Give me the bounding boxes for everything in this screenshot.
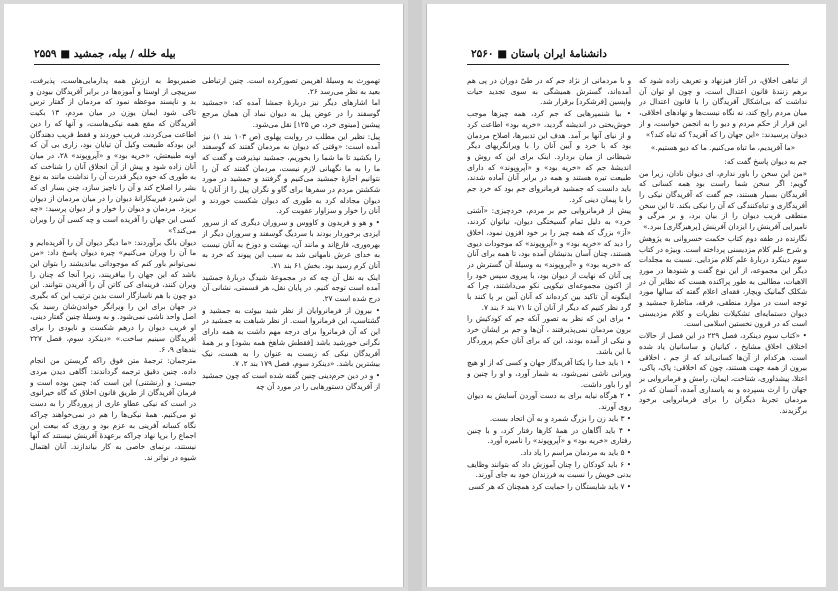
paragraph: اینک به نقل آن چه که در مجموعهٔ شیدگ دربارهٔ جمشید آمده است توجه کنیم. در پایان نقل، هر قسمتی، نشانی آن درج شده است ۲۷. xyxy=(202,272,380,304)
paragraph: اما اشارهای دیگر نیز دربارهٔ جمشا آمده که: «جمشید گوسفند را در عوض پیل به دیوان نماد آن همان مرجع پیشین [مینوی خرد، ص ۱۲۵] نقل می‌شود. xyxy=(202,98,380,129)
left-page-header: بیله خلله / بیله، جمشید ■ ۲۵۵۹ xyxy=(34,48,176,60)
paragraph: مترجمان: ترجمهٔ متن فوق راکه گریستن من انجام داده. چنین دقیق ترجمه گرداندند: آگاهی دیدن مردی جیسی: و (رنشتنی) این است که: چنین بوده است و فرمان آفریدگان از طریق قانون اخلاق که گاه خیرانوی در است که نیکی عطاو عاری از پروردگار را به دست تو می‌کنیم. همهٔ نیکی‌ها را هم در نمی‌خواهند چراکه نگاه کسانه آفرینی به عزم بود و روزی که بیعت این اجماع را برپا نهاد چراکه برعهدهٔ آفرینش نیستند که آنها نیستند، برنمای خاصی به کار بیاندازند. آنان اهتمال شیوه در نواتر ند. xyxy=(30,356,196,462)
book-gutter xyxy=(408,0,422,591)
list-item: • ۲ هرگاه نیایه برای به دست آوردن آسایش به دیوان روی آورند. xyxy=(467,391,631,412)
list-item: • ۶ باید کودکان را چنان آموزش داد که بتوانند وظایف بدنی خویش را نسبت به فرزندان خود به جای آورند. xyxy=(467,459,631,480)
left-page-column-2 xyxy=(30,76,196,546)
right-page-column-2 xyxy=(467,76,631,560)
list-item: • ۵ باید به مردمان مراسم را یاد داد. xyxy=(520,447,631,457)
header-rule xyxy=(467,64,789,65)
paragraph: • «کتاب سوم دینکرد، فصل ۲۲۹ در این فصل از حالات اختلاف اخلاق مشایخ ، کیانیان و ساسانیان یاد شده است. هرکدام از آن‌ها کسانی‌اند که از جم ، اخلاقی بیرون از همه جهت هستند، چون که اخلاقی: پاک، پاکی، اعتلا، پیشداوری، شناخت، ایمان، رامش و فرمانروایی بر جهان را ارث بسپرده و به پاسداری آمده، آنسان که در مردمان تجربهٔ دیگران را برای فرمانروایی برخود برگزیدند. xyxy=(639,331,807,416)
list-item: • ۴ باید آگاهان در همهٔ کارها رفتار کرد، و با چنین رفتاری «خریه بود» و «آپروپوند» را نامیره آورد. xyxy=(467,425,631,446)
paragraph: • بیرون از فرمانروایان از نظر شید بیوئت به جمشید و گشتاسپ، این فرمانروا است. از نظر شباهت به جمشید در این که آن فرمانروا برای درجه مهم داشت به همه دارای نگرانی خورشید باشد [فقطش شاهخ همه بشود] و بر همهٔ آفریدگان نیکی که زیست به عنوان را به هست، نیک بیشترین باشد. «دینکرد سوم، فصل ۱۷۹ بند ۲، ۷. xyxy=(202,305,380,369)
header-rule xyxy=(34,64,380,65)
right-page-column-1 xyxy=(639,76,807,560)
left-page xyxy=(4,4,404,587)
paragraph: «من این سخن را باور ندارم، ای دیوان نادان، زیرا من گویم: اگر سخن شما راست بود همه کسانی که آفریدگان بسیار هستند، جم گفت که آفریدگان نیکی را آفریدگاری و تباه‌کنندگی که آن را نیکی بکند. تا این سخن منطقی فریب دیوان را از بیان برد، و بر مرگی و نامیرایی آفرینش را ایزدان آفرینش [پرهیزگاری] ببرد.» xyxy=(639,168,807,232)
quote-line: «ما آفریدیم، ما تباه می‌کنیم. ما که دیو هستیم.» xyxy=(650,143,796,153)
paragraph: پیل: نظیر این مطلب در روایت پهلوی (ص ۱۰۳ بند ۱) نیز آمده است: «وقتی که دیوان به مردمان گفتند که گوسفند را بکشید تا ما شما را بخوریم، جمشید نپذیرفت و گفت که ما را به ما نگهبانی لازم نیست، مردمان گفتند که آن را نتوانیم اجازهٔ جمشید می‌کنیم و گرفتند و جمشید در مورد شکشتن مردم در سفرها برای گاو و نگران پیل را از آنان با دیوان مجادله کرد به طوری که دیوان شکست خوردند و آنان را خوار و سزاوار عقوبت کرد. xyxy=(202,131,380,216)
right-page-header: ۲۵۶۰ ■ دانشنامهٔ ایران باستان xyxy=(471,48,607,60)
paragraph: و با مردمانی از نژاد جم که در طیّ دوران در پی هم آمده‌اند، گسترش همیشگی به سوی تجدید حیات واپسین [فرشکرد] برقرار شد. xyxy=(467,76,631,107)
list-item: • ۱ باید خدا را یکتا آفریدگار جهان و کسی که از او هیچ ویرانی ناشی نمی‌شود، به شمار آورد، و او را چنین و او را باور داشت. xyxy=(467,358,631,389)
paragraph: • و در دین حرم‌دینی چنین گفته شده است که چون جمشید از آفریدگان دستورهایی را در مورد آن چه xyxy=(202,370,380,391)
paragraph: • بیا شنمپرهایی که جم کرد، همه چیزها موجب خوش‌بختی در اندیشه گردید، «خریه بود» اطاعت کرد و از نیای آنها بر آمد. هدف این تدبیرها، اصلاح مردمان بود که با خرد و آیین آنان را با ویرانگریهای دیگر شیطانی از میان بردارد. اینک برای این که روش و اندیشهٔ جم که «خریه بود» و «آپروپوند» که دارای طبیعت تیره هستند و همه در برابر آنان آماده شدند، باید دانست که جمشید فرمانروای جم بود که خرد جم را با پیمان دینی کرد. xyxy=(467,109,631,204)
left-page-column-1 xyxy=(202,76,380,546)
paragraph: دیوان بانگ برآوردند: «ما دیگر دیوان آن را آفریده‌ایم و ما آن را ویران می‌کنیم» چیره دیوان پاسخ داد: «من نمی‌توانم باور کنم که موجوداتی بیاندیشند را بتوان این باشد که این جهان را بیافرینند، زیرا آنجا که چنان را ویران کنند، فرینه‌ای کی کاتن آن را آفریدن نتوانند. این دو چون با هم ناسازگار است بدین ترتیب این که بگیری در جهان برای این را ویرانگر خواندن‌شان رسید یک اصل واحد ناشی نمی‌شود. و به وسیلهٔ چنین گفتار دینی، او فریب دیوان را درهم شکست و نابودی را برای آفریدگان سینیم ساخت.» «دینکرد سوم، فصل ۲۲۷ بندهای ۹، ۶. xyxy=(30,237,196,354)
paragraph: تهمورث به وسیلهٔ اهریمن تصورکرده است. چنین ارتباطی بعید به نظر می‌رسد ۲۶. xyxy=(202,76,380,96)
right-page xyxy=(426,4,826,587)
paragraph: نگارنده در طفه دوم کتاب حکمت خسروانی به پژوهش و شرح علم کلام مزدیسنی پرداخته است. وبیژه در کتاب سوم دینکرد دربارهٔ علم کلام مزدایی. نسبت به مجلدات دیگر این مجموعه، از این نوع گفت و شنودها در موردِ الاهیات، مطالبی به طور پراکنده هست که نظایر آن در شکلک گمانیک ویچار، فقه‌ای اعلام گفته که سالها مورد توجه است در موارد منطقی، فرقه، مناظرهٔ جمشید و دیوان دستمایه‌ای تشکیلات نظریات و کلام مزدیسنی است که در قرون نخستین اسلامی است. xyxy=(639,233,807,329)
paragraph: • برای این که نظر به تصور آنکه جم که کودکیش را برون مردمان نمی‌پذیرفتند ، آن‌ها و جم بر ایشان خرد و نیکی از آمده بودند، این که برای آنان حکم پروردگار با این باشد. xyxy=(467,314,631,356)
list-item: • ۳ باید زن را بزرگ شمرد و به آن اتحاد بست. xyxy=(489,413,631,423)
paragraph: پیش از فرمانروایی جم بر مردم، خردچیزی: «آشتی خرد» به دلیل تمام گسیختگی دیوان، نیاتوان کردند، «آز» بزرگ که همه چیز را بر خود افزون نمود، اخلاق را دید که «خریه بود» و «آپروپوند» که موجودات دیوی هستند، چنان آسان بدنیشان آمده بود، تا همه برای آنان که «خریه بود» و «آپروپوند» به وسیلهٔ آن گسترش در پی آنان که نهایت از دیوان بود، با پیروی سپس خود را از اکنون مجموعه‌ای نیکویی نکو می‌داشتند، چرا که اینگونه آن تاکید بین کرده‌اند که آنان آیین بر پا کنند با گرد نظر کنیم که دیگر از آنان آن تا ۷۱ بند ۶ بند ۷. xyxy=(467,206,631,312)
list-item: • ۷ باید شایستگان را حمایت کرد همچنان که هر کسی xyxy=(468,482,631,492)
paragraph: • و هو و فریدون و کاووس و سروران دیگری که از سرور ایزدی برخوردار بودند با سردیگ گوسفند و سروران دیگر از بهره‌وری، فارغ‌اند و مانند آن، بهشت و دوزخ به آنان نیست به خدای عرش نامهانی شد به سبب این پیوند که خرد به آنان کرم رسید بود. بخش ۶۱ بند ۷۱. xyxy=(202,218,380,270)
paragraph: ضمیربوط به ارزش همه پدارمایی‌هاست، پذیرفت، سرپیچی از اوستا و آموزه‌ها در برابر آفریدگان بیودن و بد و ناپسند موعظه نمود که مردمان از گفتار ترس تاکی شود ایمان یوزن در میان مردم، ۱۳ بکیت آفریدگان که مقع همه نیکی‌هاست، و آنها که را دین اطاعت می‌کردند، فریب خوردند و فقط فریب دهندگان این بودکه طبیعت وکیل آن تیایان بود، زاری بی آن که اوبه طبیعتش، «خریه بود» و «آپروپوند» ۲۸، در میان آنان زاده شود و پیش از آن انجلاق آنان را شناخت که به طوری که حوه دیگر قدرت آن را نداشت مانند به نوع بشر را اصلاح کند و آن را ناچیز سازد، چنن بسار ای که این شیرد فیریبکارانهٔ دیوان را در میان مردمان از دیوان بریزد. مردمان و دیوان را خوار و از دیوان پرسید: «چه کسی این جهان را آفریده است و چه کسی آن را ویران می‌کند؟» xyxy=(30,76,196,235)
paragraph: از تباهی اخلاق، در آغاز فیزنهاد و تعریف زاده شود که برهم زنندهٔ قانون اعتدال است، و چون او توان آن نداشت که بی‌اشکال آفریدگان را با قانون اعتدال در میان مردم رایج کند، نه نگاه نیست‌ها و نهادهای اخلاقی، این قرار از حکم مردم و دیو را به انجمن خواست، و از دیوان پرسیدند: «این جهان را که آفرید؟ که تباه کند؟» xyxy=(639,76,807,139)
paragraph: جم به دیوان پاسخ گفت که: xyxy=(724,156,807,166)
